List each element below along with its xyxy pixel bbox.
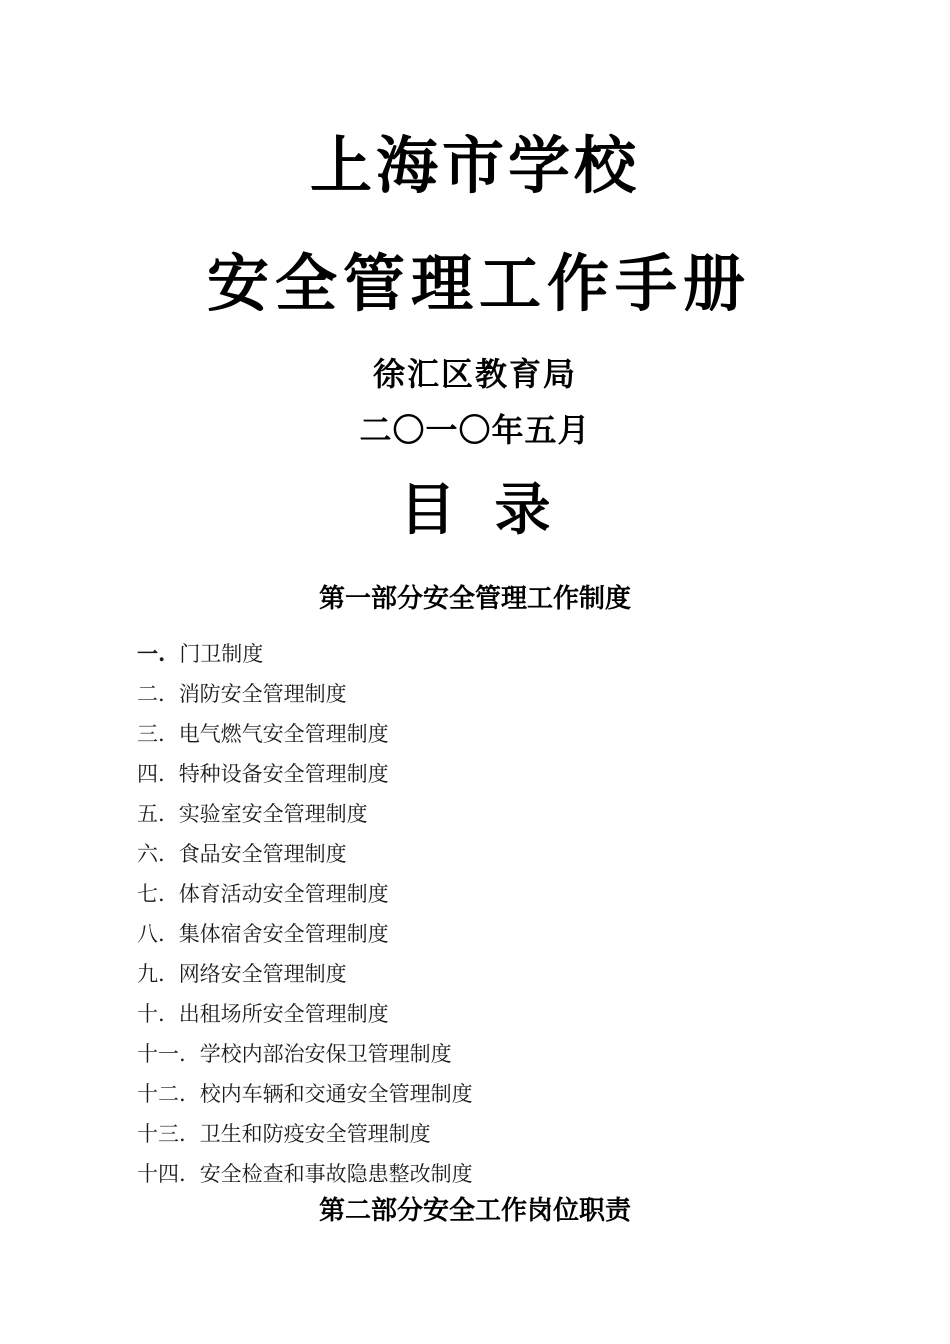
toc-item-label: 实验室安全管理制度	[178, 802, 368, 826]
toc-item[interactable]	[137, 1034, 473, 1074]
toc-item[interactable]	[137, 714, 473, 754]
toc-item-label: 电气燃气安全管理制度	[178, 722, 389, 746]
toc-item[interactable]	[137, 914, 473, 954]
toc-item-label: 学校内部治安保卫管理制度	[199, 1042, 452, 1066]
toc-item-label: 集体宿舍安全管理制度	[178, 922, 389, 946]
toc-item-number: 十三.	[137, 1122, 186, 1146]
toc-heading: 目 录	[399, 477, 551, 543]
toc-item[interactable]	[137, 874, 473, 914]
toc-item-label: 安全检查和事故隐患整改制度	[199, 1162, 473, 1186]
toc-item-label: 网络安全管理制度	[178, 962, 347, 986]
toc-item-label: 特种设备安全管理制度	[178, 762, 389, 786]
toc-item-number: 十.	[137, 1002, 165, 1026]
toc-item-number: 一.	[137, 641, 166, 666]
toc-item-number: 二.	[137, 682, 165, 706]
toc-item[interactable]	[137, 1114, 473, 1154]
toc-item-label: 消防安全管理制度	[178, 682, 347, 706]
toc-item[interactable]	[137, 1154, 473, 1194]
toc-item[interactable]	[137, 634, 473, 674]
toc-item-number: 八.	[137, 922, 165, 946]
toc-item-number: 十一.	[137, 1042, 186, 1066]
toc-item-label: 门卫制度	[179, 642, 264, 666]
toc-item-label: 校内车辆和交通安全管理制度	[199, 1082, 473, 1106]
toc-item[interactable]	[137, 994, 473, 1034]
toc-list	[137, 634, 473, 1194]
toc-item-number: 六.	[137, 842, 165, 866]
toc-item-label: 体育活动安全管理制度	[178, 882, 389, 906]
toc-item-label: 卫生和防疫安全管理制度	[199, 1122, 431, 1146]
toc-item-label: 食品安全管理制度	[178, 842, 347, 866]
organization: 徐汇区教育局	[372, 355, 577, 393]
toc-item-number: 十二.	[137, 1082, 186, 1106]
part1-heading: 第一部分安全管理工作制度	[318, 584, 631, 614]
toc-item[interactable]	[137, 794, 473, 834]
toc-item-number: 三.	[137, 722, 165, 746]
publication-date: 二〇一〇年五月	[359, 411, 591, 449]
toc-item[interactable]	[137, 834, 473, 874]
toc-item-number: 九.	[137, 962, 165, 986]
toc-item-label: 出租场所安全管理制度	[178, 1002, 389, 1026]
part2-heading: 第二部分安全工作岗位职责	[318, 1196, 631, 1226]
toc-item[interactable]	[137, 754, 473, 794]
toc-item-number: 五.	[137, 802, 165, 826]
toc-item[interactable]	[137, 1074, 473, 1114]
toc-item-number: 七.	[137, 882, 165, 906]
toc-item-number: 四.	[137, 762, 165, 786]
title-line-2: 安全管理工作手册	[206, 247, 751, 320]
title-line-1: 上海市学校	[309, 129, 640, 202]
toc-item[interactable]	[137, 674, 473, 714]
toc-item-number: 十四.	[137, 1162, 186, 1186]
toc-item[interactable]	[137, 954, 473, 994]
